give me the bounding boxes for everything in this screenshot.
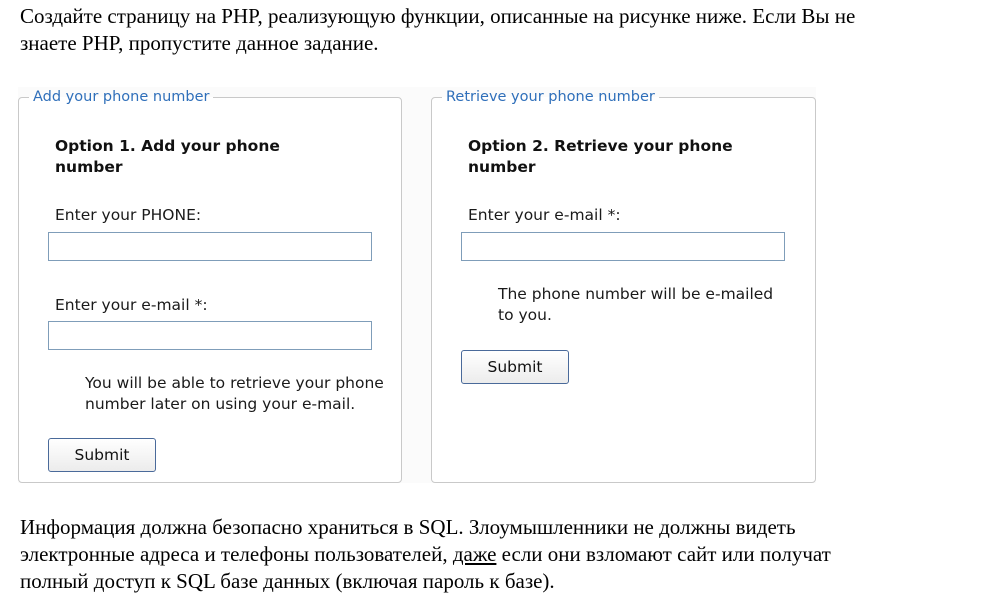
retrieve-email-label: Enter your e-mail *:	[468, 206, 621, 224]
phone-label: Enter your PHONE:	[55, 206, 202, 224]
task-intro-line-1: Создайте страницу на PHP, реализующую функции, описанные на рисунке ниже. Если Вы не	[20, 4, 856, 28]
underlined-word: даже	[452, 542, 497, 566]
add-phone-submit-button[interactable]: Submit	[48, 438, 156, 472]
add-email-label: Enter your e-mail *:	[55, 296, 208, 314]
retrieve-phone-heading: Option 2. Retrieve your phone number	[468, 137, 733, 176]
add-email-input[interactable]	[48, 321, 372, 350]
retrieve-phone-legend: Retrieve your phone number	[446, 89, 655, 105]
task-requirements-line-1: Информация должна безопасно храниться в SQL. Злоумышленники не должны видеть	[20, 515, 796, 539]
add-phone-panel	[18, 89, 402, 483]
retrieve-phone-note: The phone number will be e-mailed to you.	[498, 285, 774, 324]
task-requirements-line-2-start: электронные адреса и телефоны пользователей,	[20, 542, 453, 566]
task-requirements-line-2-end: если они взломают сайт или получат	[496, 542, 831, 566]
task-intro	[20, 3, 855, 57]
add-phone-heading: Option 1. Add your phone number	[55, 137, 280, 176]
add-phone-legend: Add your phone number	[33, 89, 210, 105]
task-requirements	[20, 514, 831, 595]
task-requirements-line-3: полный доступ к SQL базе данных (включая пароль к базе).	[20, 569, 555, 593]
task-requirements-line-2	[20, 541, 831, 568]
retrieve-phone-submit-button[interactable]: Submit	[461, 350, 569, 384]
task-intro-line-2: знаете PHP, пропустите данное задание.	[20, 31, 379, 55]
add-phone-note: You will be able to retrieve your phone number later on using your e-mail.	[85, 374, 384, 413]
phone-input[interactable]	[48, 232, 372, 261]
retrieve-phone-panel	[431, 89, 816, 483]
retrieve-email-input[interactable]	[461, 232, 785, 261]
